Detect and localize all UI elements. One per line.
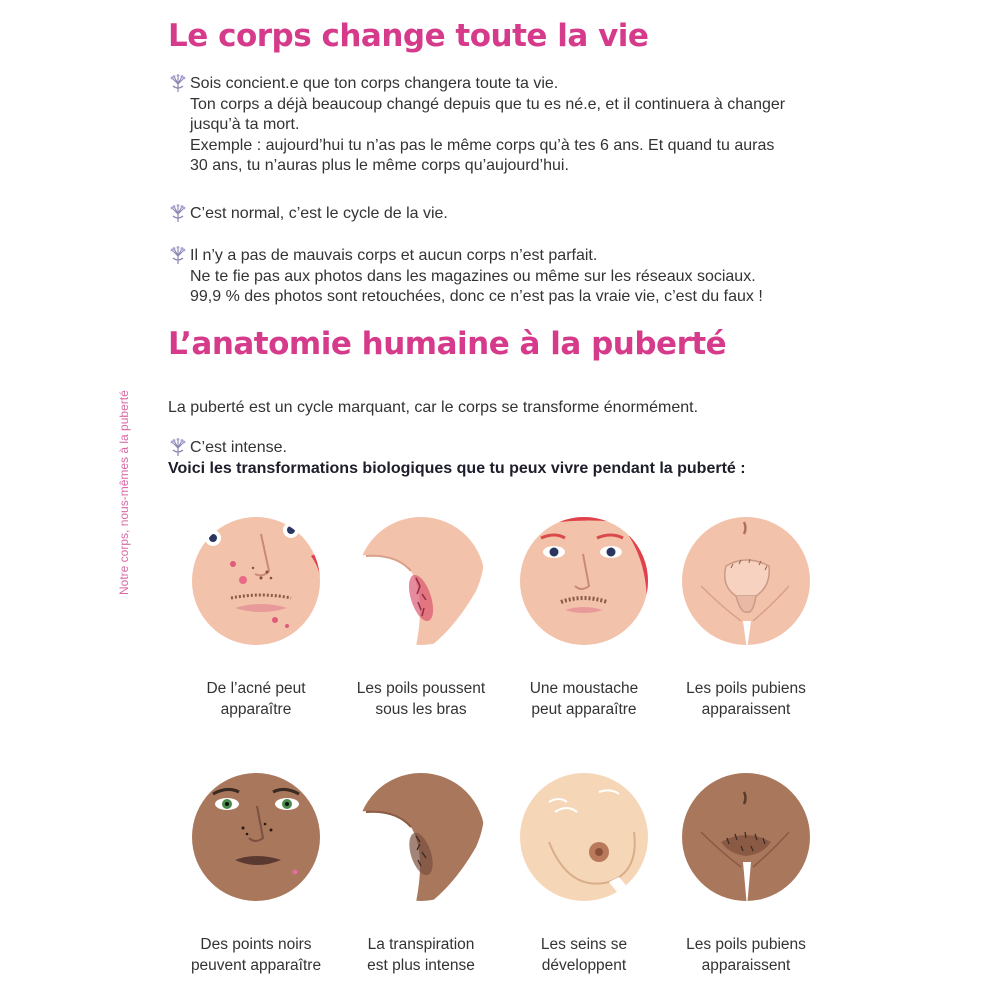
transformations-heading: Voici les transformations biologiques que tu peux vivre pendant la puberté : (168, 459, 746, 477)
flower-bullet-icon (168, 74, 188, 94)
card-caption (176, 934, 336, 976)
bullet-cycle-vie (168, 204, 448, 225)
caption-line: Les poils poussent (356, 680, 486, 697)
caption-line: développent (541, 957, 627, 974)
breast-illustration (519, 772, 649, 902)
flower-bullet-icon (168, 246, 188, 266)
card-caption (341, 678, 501, 720)
caption-line: De l’acné peut (206, 680, 306, 697)
card-caption (341, 934, 501, 976)
card-blackheads (176, 772, 336, 976)
bullet-corps-changera (168, 74, 785, 177)
card-caption (176, 678, 336, 720)
intro-text: La puberté est un cycle marquant, car le corps se transforme énormément. (168, 399, 699, 416)
caption-line: peut apparaître (531, 701, 637, 718)
caption-line: Les poils pubiens (686, 680, 806, 697)
caption-line: Les poils pubiens (686, 936, 806, 953)
bullet-text: C’est intense. (190, 439, 287, 456)
caption-line: La transpiration (367, 936, 475, 953)
pubic-hair-illustration (681, 516, 811, 646)
caption-line: apparaissent (701, 957, 791, 974)
caption-line: sous les bras (375, 701, 467, 718)
bullet-text: Il n’y a pas de mauvais corps et aucun corps n’est parfait. (190, 247, 598, 264)
face-moustache-illustration (519, 516, 649, 646)
intense-block (168, 438, 746, 479)
bullet-text: Ton corps a déjà beaucoup changé depuis que tu es né.e, et il continuera à changer (190, 95, 786, 113)
flower-bullet-icon (168, 438, 188, 458)
armpit-sweat-illustration (356, 772, 486, 902)
card-sweat (341, 772, 501, 976)
pubic-hair-dark-illustration (681, 772, 811, 902)
card-caption (666, 934, 826, 976)
caption-line: Une moustache (529, 680, 639, 697)
bullet-text: jusqu’à ta mort. (190, 116, 300, 133)
card-acne (176, 516, 336, 720)
bullet-text: Ne te fie pas aux photos dans les magazines ou même sur les réseaux sociaux. (190, 267, 756, 285)
card-moustache (504, 516, 664, 720)
title-corps-change: Le corps change toute la vie (168, 18, 649, 54)
card-armpit (341, 516, 501, 720)
flower-bullet-icon (168, 204, 188, 224)
bullet-text: 99,9 % des photos sont retouchées, donc ce n’est pas la vraie vie, c’est du faux ! (190, 288, 763, 305)
face-blackheads-illustration (191, 772, 321, 902)
card-breast (504, 772, 664, 976)
caption-line: est plus intense (367, 957, 475, 974)
card-caption (504, 934, 664, 976)
armpit-hair-illustration (356, 516, 486, 646)
title-anatomie: L’anatomie humaine à la puberté (168, 326, 727, 362)
bullet-text: C’est normal, c’est le cycle de la vie. (190, 205, 448, 222)
caption-line: Des points noirs (200, 936, 312, 953)
bullet-text: Exemple : aujourd’hui tu n’as pas le même corps qu’à tes 6 ans. Et quand tu auras (190, 136, 775, 154)
bullet-text: 30 ans, tu n’auras plus le même corps qu’aujourd’hui. (190, 157, 569, 174)
caption-line: peuvent apparaître (190, 957, 322, 974)
side-running-title: Notre corps, nous-mêmes à la puberté (117, 390, 131, 595)
caption-line: Les seins se (540, 936, 628, 953)
card-pubic (666, 516, 826, 720)
face-acne-illustration (191, 516, 321, 646)
card-caption (504, 678, 664, 720)
bullet-pas-mauvais-corps (168, 246, 763, 308)
caption-line: apparaissent (701, 701, 791, 718)
bullet-text: Sois concient.e que ton corps changera toute ta vie. (190, 75, 559, 92)
card-caption (666, 678, 826, 720)
caption-line: apparaître (220, 701, 292, 718)
card-pubic-dark (666, 772, 826, 976)
